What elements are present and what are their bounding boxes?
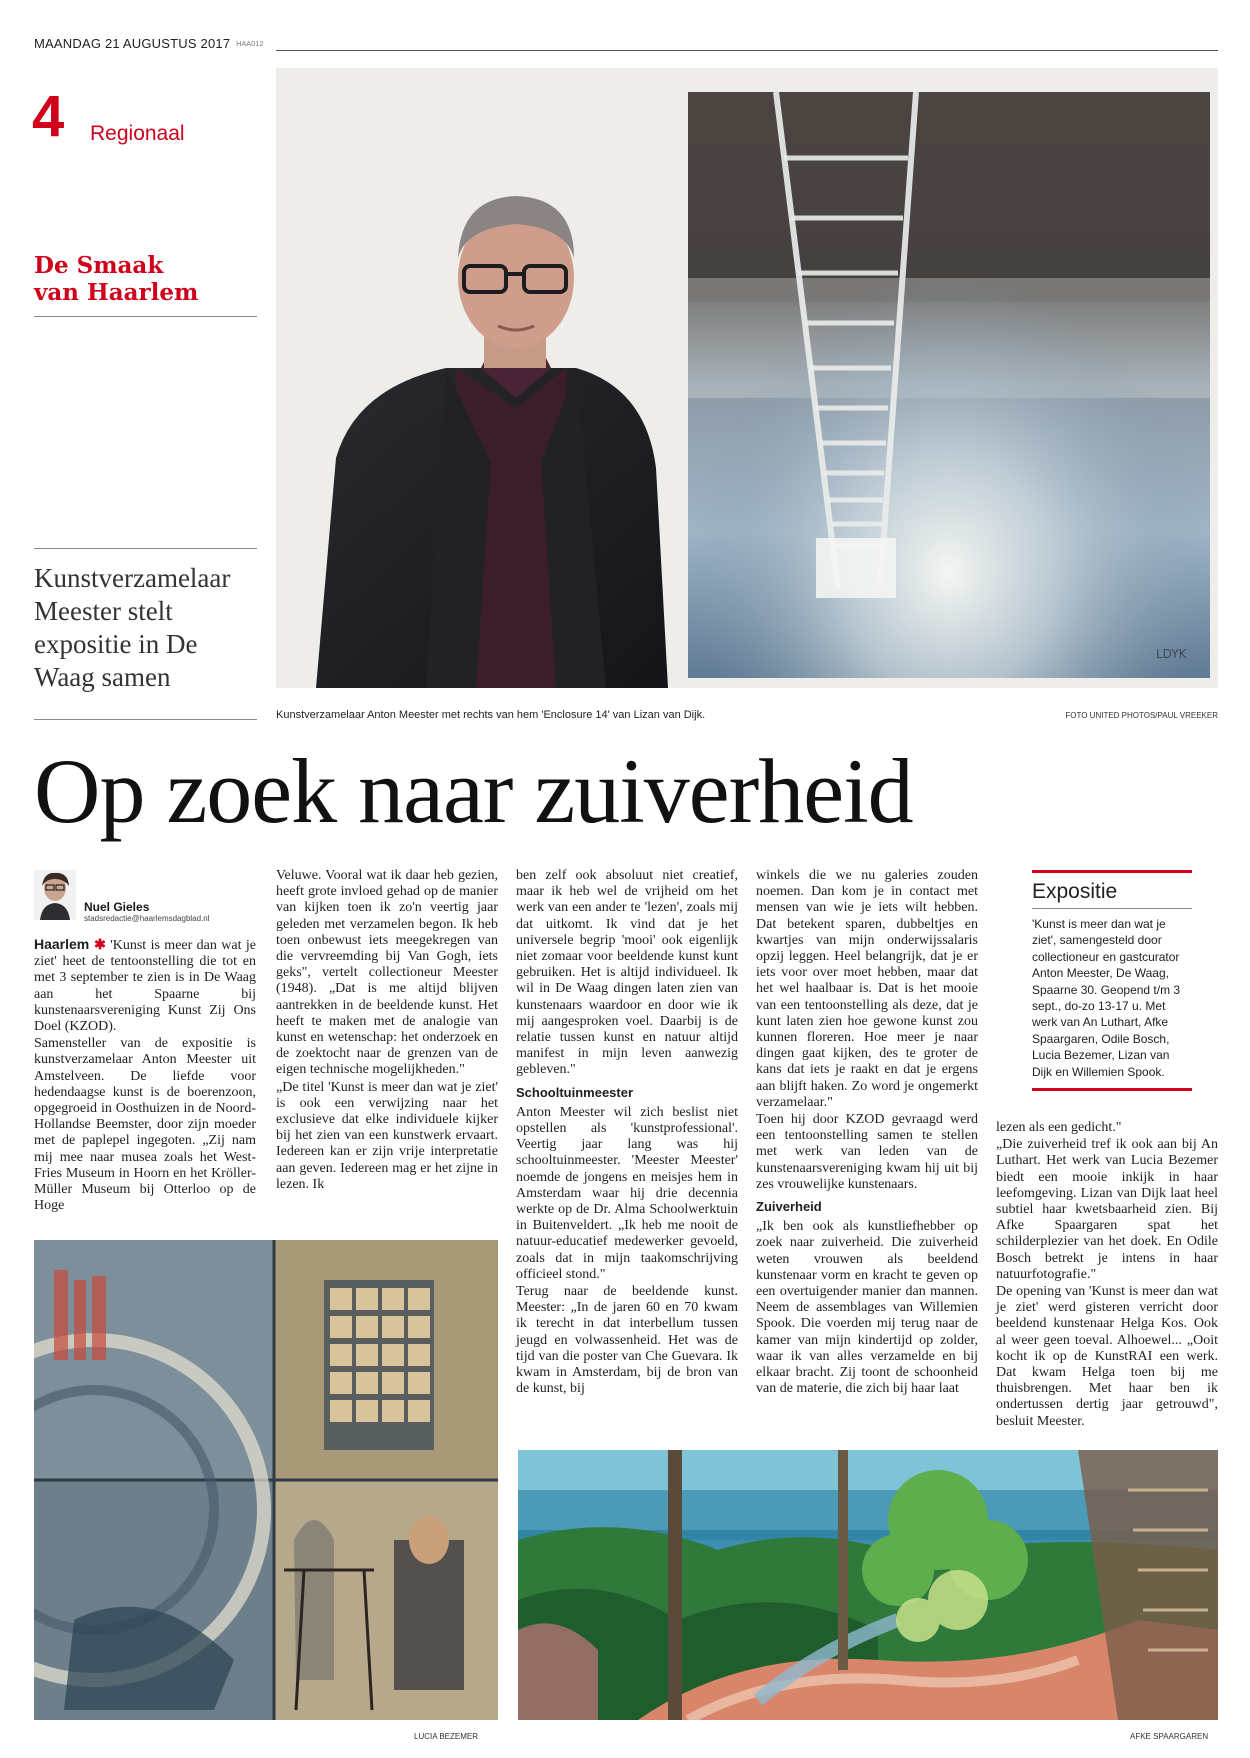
page-date [34,36,264,51]
paragraph: „Ik ben ook als kunstliefhebber op zoek naar zuiverheid. Die zuiverheid weten vrouwen als beeldend kunstenaar vorm en kracht te geven op een overtuigender manier dan mannen. Neem de assemblages van Willemien Spook. Die voerden mij terug naar de kamer van mijn kindertijd op zolder, waar ik van alles verzamelde en bij elkaar bracht. Zij toont de schoonheid van de materie, die zich bij haar laat [756,1219,978,1397]
avatar-icon [34,870,76,920]
paragraph: De opening van 'Kunst is meer dan wat je ziet' werd gisteren verricht door beeldend kunstenaar Helga Kos. Ook al weer geen toeval. Alhoewel... „Ooit kocht ik op de KunstRAI een werk. Dat kwam Helga toen bij me thuisbrengen. Met haar ben ik ondertussen dertig jaar getrouwd", besluit Meester. [996,1284,1218,1429]
headline: Op zoek naar zuiverheid [34,740,913,842]
article-column-5 [996,1120,1218,1431]
painting-interior-illustration [34,1240,498,1720]
page-code: HAA012 [236,41,264,49]
intro-text: Kunstverzamelaar Meester stelt expositie in De Waag samen [34,563,231,692]
article-column-3 [516,868,738,1399]
paragraph: Anton Meester wil zich beslist niet opstellen als 'kunstprofessional'. Veertig jaar lang was hij schooltuinmeester. 'Meester Meester' noemde de jongens en meisjes hem in Amsterdam waar hij drie decennia werkte op de Dr. Alma Schoolwerktuin in Buitenveldert. „Ik heb me nooit de natuur-educatief medewerker gevoeld, zoals dat in mijn taakomschrijving officieel stond." [516,1104,738,1282]
dateline [34,936,106,952]
main-photo-illustration [276,68,1218,688]
lead-paragraph [34,936,256,1035]
author-name: Nuel Gieles [84,900,150,914]
dateline-star-icon: ✱ [94,936,106,952]
paragraph: Samensteller van de expositie is kunstverzamelaar Anton Meester uit Amstelveen. De liefde voor hedendaagse kunst is de boerenzoon, opgegroeid in Oosthuizen in de Noord-Hollandse Beemster, door zijn moeder met de paplepel ingegoten. „Zij nam mij mee naar musea zoals het West-Fries Museum in Hoorn en het Kröller-Müller Museum bij Otterloo op de Hoge [34,1036,256,1214]
painting-credit-left: LUCIA BEZEMER [414,1732,479,1741]
paragraph: „Die zuiverheid tref ik ook aan bij An Luthart. Het werk van Lucia Bezemer biedt een mooie inkijk in haar leefomgeving. Lizan van Dijk laat heel subtiel haar kwetsbaarheid zien. Bij Afke Spaargaren spat het schilderplezier van het doek. En Odile Bosch betrekt je intens in haar natuurfotografie." [996,1137,1218,1282]
infobox-text: 'Kunst is meer dan wat je ziet', samengesteld door collectioneur en gastcurator Anton Meester, De Waag, Spaarne 30. Geopend t/m 3 sept., do-zo 13-17 u. Met werk van An Luthart, Afke Spaargaren, Odile Bosch, Lucia Bezemer, Lizan van Dijk en Willemien Spook. [1032,917,1181,1079]
painting-landscape-illustration [518,1450,1218,1720]
author-block [34,870,264,924]
paragraph: Toen hij door KZOD gevraagd werd een tentoonstelling samen te stellen met werk van leden van de kunstenaarsvereniging kwam hij uit bij zes vrouwelijke kunstenaars. [756,1112,978,1192]
paragraph: Veluwe. Vooral wat ik daar heb gezien, heeft grote invloed gehad op de manier van kijken toen ik zo'n veertig jaar geleden met verzamelen begon. Ik heb toen onbewust iets meegekregen van die vervreemding bij Van Gogh, iets geks", vertelt collectioneur Meester (1948). „Dat is me altijd blijven aantrekken in de beeldende kunst. Het heeft te maken met de analogie van kunst en wetenschap: het onderzoek en de zoektocht naar de grenzen van de eigen technische mogelijkheden." [276,868,498,1078]
painting-lucia-bezemer [34,1240,498,1720]
article-column-4 [756,868,978,1399]
intro-rule-bottom [34,719,257,720]
main-photo [276,68,1218,688]
infobox-bottom-bar [1032,1088,1192,1091]
section-number: 4 [32,84,65,149]
infobox-title: Expositie [1032,880,1118,903]
article-column-2 [276,868,498,1194]
rubric-line-1: De Smaak [34,252,164,279]
photo-credit: FOTO UNITED PHOTOS/PAUL VREEKER [1065,711,1218,720]
paragraph: lezen als een gedicht." [996,1120,1122,1135]
rubric-line-2: van Haarlem [34,279,199,306]
paragraph: „De titel 'Kunst is meer dan wat je ziet' is ook een verwijzing naar het exclusieve dat elke individuele kijker bij het zien van een kunstwerk ervaart. Iedereen kan er zijn vrije interpretatie aan geven. Iedereen mag er het zijne in lezen. Ik [276,1079,498,1192]
infobox-top-bar [1032,870,1192,873]
intro-rule-top [34,548,257,549]
page-date-text: MAANDAG 21 AUGUSTUS 2017 [34,36,231,51]
rubric-title [34,252,264,306]
painting-credit-right: AFKE SPAARGAREN [1130,1732,1209,1741]
painting-afke-spaargaren [518,1450,1218,1720]
infobox-rule [1032,908,1192,909]
rubric-rule [34,316,257,317]
header-rule [276,50,1218,51]
paragraph: Terug naar de beeldende kunst. Meester: „In de jaren 60 en 70 kwam ik terecht in dat interbellum tussen jeugd en volwassenheid. Het was de tijd van die poster van Che Guevara. Ik kwam in Amsterdam, bij de bron van de kunst, bij [516,1284,738,1397]
paragraph: ben zelf ook absoluut niet creatief, maar ik heb wel de vrijheid om het werk van een ander te 'lezen', zoals mij dat uitkomt. Ik vind dat je het universele begrip 'mooi' ook eigenlijk niet zomaar voor beeldende kunst kunt gebruiken. Het is altijd individueel. Ik wil in De Waag dingen laten zien van kunstenaars waardoor en door wie ik mij aangesproken voel. Daarbij is de relatie tussen kunst en natuur altijd manifest in mijn leven aanwezig gebleven." [516,868,738,1078]
subheading-zuiverheid: Zuiverheid [756,1199,822,1215]
section-name: Regionaal [90,122,185,145]
photo-caption: Kunstverzamelaar Anton Meester met rechts van hem 'Enclosure 14' van Lizan van Dijk. [276,709,706,721]
paragraph: winkels die we nu galeries zouden noemen. Dan kom je in contact met mensen van wie je iets wilt hebben. Dat betekent sparen, dubbeltjes en kwartjes van mijn onderwijssalaris opzij leggen. Heel belangrijk, dat je er iets voor over moet hebben, maar dat het wel haalbaar is. Dat is het mooie van een tentoonstelling als deze, dat je kunt laten zien hoe gewone kunst zou kunnen floreren. Hoe meer je naar dingen gaat kijken, des te groter de kans dat iets je raakt en dat je ergens aan blijft haken. Zo word je ongemerkt verzamelaar." [756,868,978,1110]
subheading-schooltuinmeester: Schooltuinmeester [516,1084,634,1100]
dateline-text: Haarlem [34,936,90,952]
author-avatar [34,870,76,920]
article-column-1 [34,936,256,1215]
lead-text: 'Kunst is meer dan wat je ziet' heet de tentoonstelling die tot en met 3 september te zien is in De Waag aan het Spaarne bij kunstenaarsvereniging Kunst Zij Ons Doel (KZOD). [34,938,257,1035]
painting-signature: LDYK [1156,647,1187,661]
author-email: stadsredactie@haarlemsdagblad.nl [84,914,210,923]
